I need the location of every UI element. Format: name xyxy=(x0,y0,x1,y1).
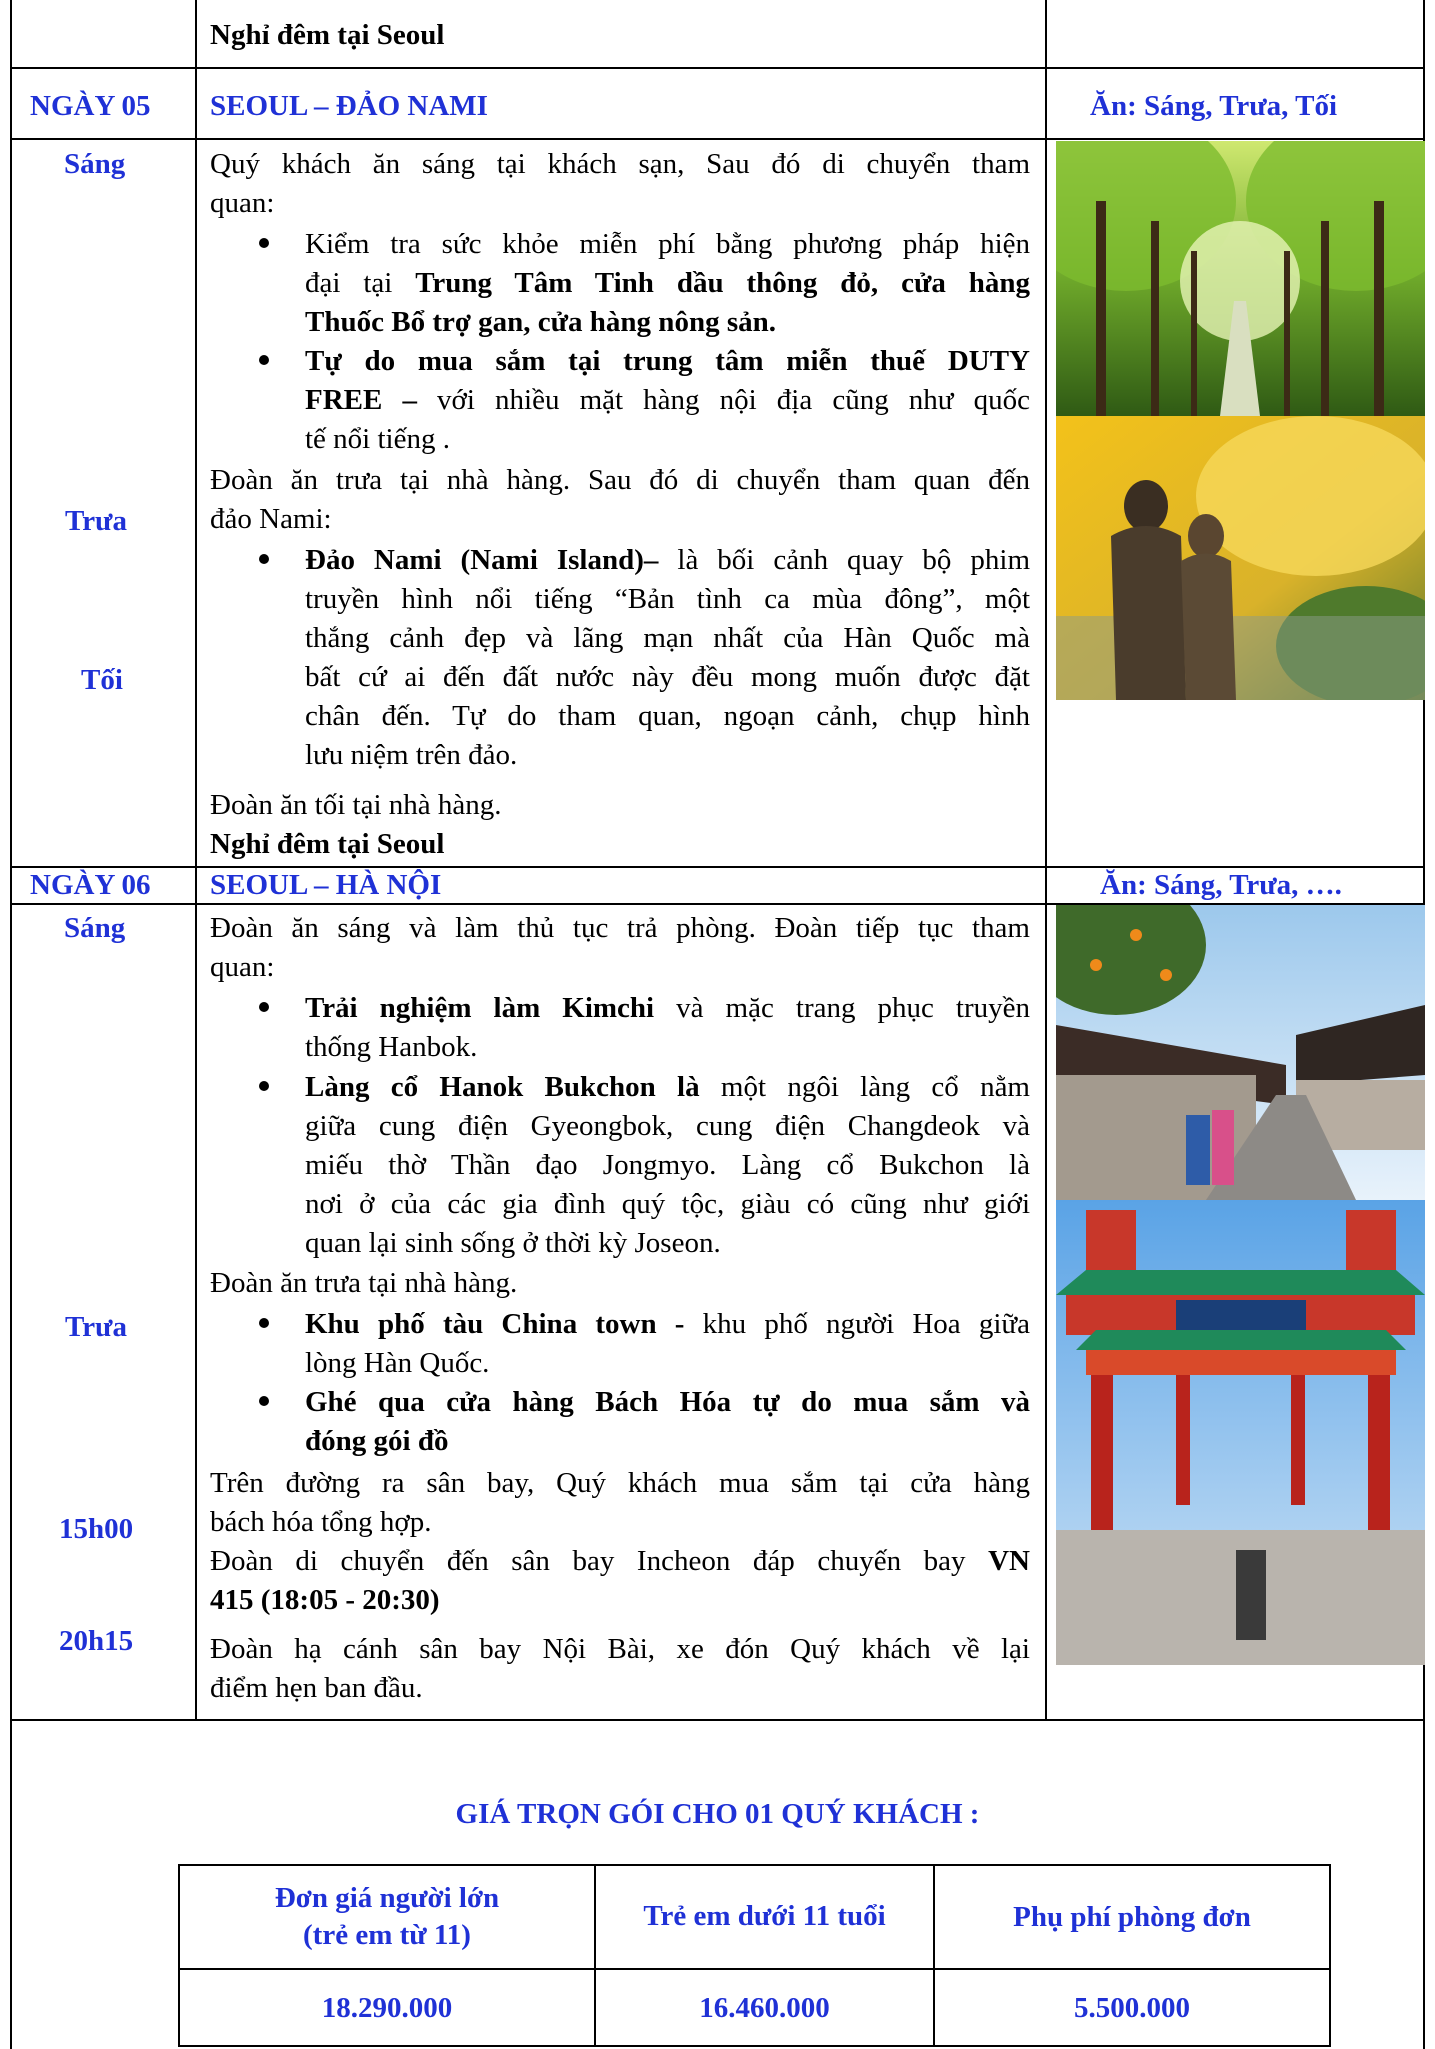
bullet-icon xyxy=(259,238,269,248)
day-label: NGÀY 06 xyxy=(30,869,151,901)
body-text: Trên đường ra sân bay, Quý khách mua sắm tại cửa hàng xyxy=(210,1467,1030,1499)
time-label: Sáng xyxy=(64,912,126,944)
bullet-icon xyxy=(259,554,269,564)
body-text: Đoàn di chuyển đến sân bay Incheon đáp chuyến bay VN xyxy=(210,1545,1030,1577)
meals-label: Ăn: Sáng, Trưa, Tối xyxy=(1090,90,1338,122)
time-label: Trưa xyxy=(65,1311,127,1343)
col-divider-1 xyxy=(195,0,197,1720)
price-value-single-room: 5.500.000 xyxy=(1074,1992,1190,2024)
time-label: 15h00 xyxy=(59,1513,134,1545)
chinatown-gate-photo xyxy=(1056,1200,1425,1665)
body-text: 415 (18:05 - 20:30) xyxy=(210,1584,440,1616)
bullet-text: Đảo Nami (Nami Island)– là bối cảnh quay bộ phim xyxy=(305,544,1030,576)
bullet-text: FREE – với nhiều mặt hàng nội địa cũng như quốc xyxy=(305,384,1030,416)
bullet-text: Ghé qua cửa hàng Bách Hóa tự do mua sắm và xyxy=(305,1386,1030,1418)
bullet-text: nơi ở của các gia đình quý tộc, giàu có cũng như giới xyxy=(305,1188,1030,1220)
body-text: Đoàn hạ cánh sân bay Nội Bài, xe đón Quý khách về lại xyxy=(210,1633,1030,1665)
bullet-icon xyxy=(259,1396,269,1406)
body-text: Đoàn ăn trưa tại nhà hàng. xyxy=(210,1267,518,1299)
body-text: quan: xyxy=(210,951,275,983)
table-border-left xyxy=(10,0,12,2049)
bullet-text: đóng gói đồ xyxy=(305,1425,449,1457)
overnight-note: Nghỉ đêm tại Seoul xyxy=(210,19,445,51)
bullet-text: Làng cổ Hanok Bukchon là một ngôi làng cổ nằm xyxy=(305,1071,1030,1103)
bullet-text: miếu thờ Thần đạo Jongmyo. Làng cổ Bukchon là xyxy=(305,1149,1030,1181)
bullet-icon xyxy=(259,1081,269,1091)
nami-statue-photo xyxy=(1056,416,1425,700)
bullet-text: Trải nghiệm làm Kimchi và mặc trang phục truyền xyxy=(305,992,1030,1024)
price-value-adult: 18.290.000 xyxy=(321,1992,453,2024)
body-text: Đoàn ăn sáng và làm thủ tục trả phòng. Đoàn tiếp tục tham xyxy=(210,912,1030,944)
price-table-border xyxy=(178,2045,1331,2047)
bullet-text: thắng cảnh đẹp và lãng mạn nhất của Hàn Quốc mà xyxy=(305,622,1030,654)
time-label: 20h15 xyxy=(59,1625,134,1657)
bullet-text: Kiểm tra sức khỏe miễn phí bằng phương pháp hiện xyxy=(305,228,1030,260)
day-label: NGÀY 05 xyxy=(30,90,151,122)
bullet-icon xyxy=(259,1318,269,1328)
bullet-text: truyền hình nổi tiếng “Bản tình ca mùa đông”, một xyxy=(305,583,1030,615)
bullet-icon xyxy=(259,1002,269,1012)
tree-avenue-photo xyxy=(1056,141,1425,416)
bullet-text: Khu phố tàu China town - khu phố người Hoa giữa xyxy=(305,1308,1031,1340)
time-label: Trưa xyxy=(65,505,127,537)
bullet-text: chân đến. Tự do tham quan, ngoạn cảnh, chụp hình xyxy=(305,700,1030,732)
price-heading: GIÁ TRỌN GÓI CHO 01 QUÝ KHÁCH : xyxy=(455,1798,980,1830)
price-value-child: 16.460.000 xyxy=(699,1992,830,2024)
body-text: đảo Nami: xyxy=(210,503,332,535)
row-line xyxy=(10,138,1425,140)
body-text: Quý khách ăn sáng tại khách sạn, Sau đó di chuyển tham xyxy=(210,148,1030,180)
bullet-text: giữa cung điện Gyeongbok, cung điện Changdeok và xyxy=(305,1110,1030,1142)
body-text: bách hóa tổng hợp. xyxy=(210,1506,432,1538)
bullet-text: thống Hanbok. xyxy=(305,1031,478,1063)
body-text: điểm hẹn ban đầu. xyxy=(210,1672,423,1704)
price-col-header: Phụ phí phòng đơn xyxy=(1013,1901,1251,1933)
price-col-header: Đơn giá người lớn xyxy=(274,1882,500,1914)
bullet-text: Tự do mua sắm tại trung tâm miễn thuế DUTY xyxy=(305,345,1030,377)
body-text: Đoàn ăn trưa tại nhà hàng. Sau đó di chuyển tham quan đến xyxy=(210,464,1030,496)
bullet-text: quan lại sinh sống ở thời kỳ Joseon. xyxy=(305,1227,721,1259)
price-table-border xyxy=(178,1968,1331,1970)
body-text: Nghỉ đêm tại Seoul xyxy=(210,828,445,860)
price-table-border xyxy=(178,1864,1331,1866)
day-title: SEOUL – ĐẢO NAMI xyxy=(210,90,488,122)
row-line xyxy=(10,1719,1425,1721)
price-col-header: (trẻ em từ 11) xyxy=(303,1919,471,1951)
bullet-text: lưu niệm trên đảo. xyxy=(305,739,518,771)
col-divider-2 xyxy=(1045,0,1047,1720)
bukchon-village-photo xyxy=(1056,905,1425,1200)
body-text: quan: xyxy=(210,187,275,219)
bullet-text: đại tại Trung Tâm Tinh dầu thông đỏ, cửa hàng xyxy=(305,267,1030,299)
day-title: SEOUL – HÀ NỘI xyxy=(210,869,442,901)
time-label: Sáng xyxy=(64,148,126,180)
bullet-text: bất cứ ai đến đất nước này đều mong muốn được đặt xyxy=(305,661,1030,693)
bullet-icon xyxy=(259,355,269,365)
row-line xyxy=(10,67,1425,69)
bullet-text: tế nổi tiếng . xyxy=(305,423,450,455)
price-col-header: Trẻ em dưới 11 tuổi xyxy=(643,1900,886,1932)
time-label: Tối xyxy=(81,664,123,696)
bullet-text: Thuốc Bổ trợ gan, cửa hàng nông sản. xyxy=(305,306,776,338)
price-table-border xyxy=(1329,1864,1331,2047)
meals-label: Ăn: Sáng, Trưa, …. xyxy=(1100,869,1342,901)
body-text: Đoàn ăn tối tại nhà hàng. xyxy=(210,789,502,821)
bullet-text: lòng Hàn Quốc. xyxy=(305,1347,490,1379)
